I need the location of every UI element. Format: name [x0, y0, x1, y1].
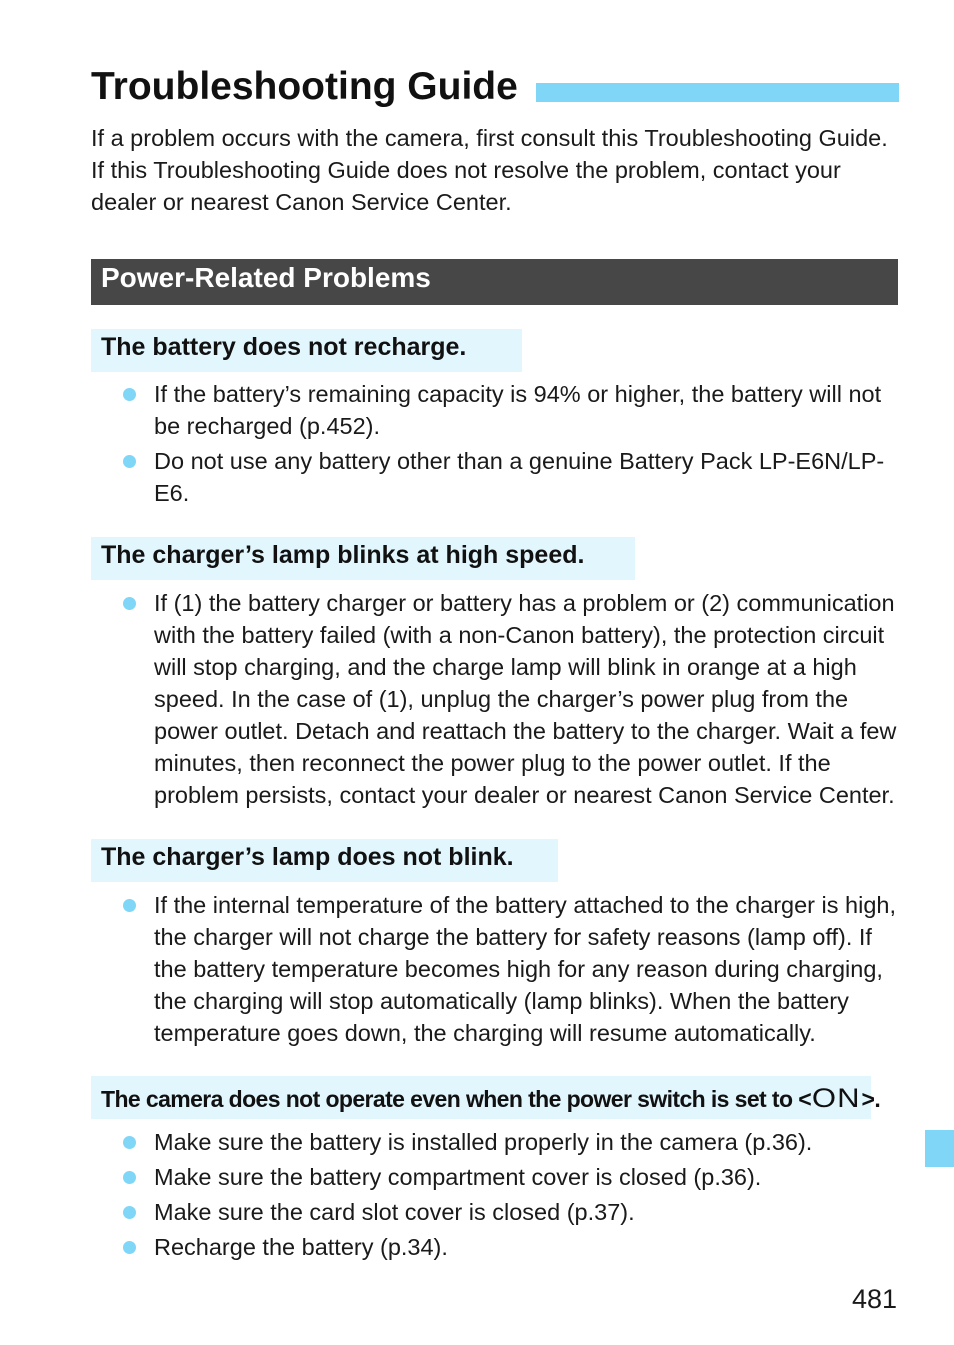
list-item-text: Do not use any battery other than a genuine Battery Pack LP-E6N/LP-E6.: [154, 448, 885, 506]
bullet-dot-icon: [123, 1206, 136, 1219]
list-item-text: Recharge the battery (p.34).: [154, 1234, 448, 1260]
bullet-dot-icon: [123, 455, 136, 468]
list-item: [120, 378, 900, 442]
bullet-dot-icon: [123, 1171, 136, 1184]
page-number: 481: [851, 1284, 897, 1314]
chapter-tab-marker: [925, 1130, 954, 1167]
problem-heading-camera-not-operate: [91, 1076, 881, 1119]
heading-text-prefix: The camera does not operate even when the power switch is set to <: [101, 1086, 812, 1112]
problem-heading-battery-not-recharge: The battery does not recharge.: [91, 329, 522, 372]
page-title: Troubleshooting Guide: [91, 65, 518, 108]
list-item-text: Make sure the card slot cover is closed (p.37).: [154, 1199, 635, 1225]
title-accent-bar: [536, 83, 899, 102]
list-item: [120, 1196, 900, 1228]
list-item: [120, 1126, 900, 1158]
list-item: [120, 889, 900, 1049]
list-item-text: Make sure the battery is installed properly in the camera (p.36).: [154, 1129, 813, 1155]
section-title: Power-Related Problems: [101, 262, 431, 293]
problem-list-camera-not-operate: [120, 1126, 900, 1266]
bullet-dot-icon: [123, 388, 136, 401]
problem-list-battery-not-recharge: [120, 378, 900, 509]
list-item-text: If the battery’s remaining capacity is 94% or higher, the battery will not be recharged (p.452).: [154, 381, 882, 439]
list-item-text: If the internal temperature of the battery attached to the charger is high, the charger will not charge the battery for safety reasons (lamp off). If the battery temperature becomes high for any reason during charging, the charging will stop automatically (lamp blinks). When the battery temperature goes down, the charging will resume automatically.: [154, 892, 896, 1046]
list-item: [120, 1161, 900, 1193]
section-header: [91, 259, 898, 305]
bullet-dot-icon: [123, 899, 136, 912]
list-item-text: If (1) the battery charger or battery has a problem or (2) communication with the battery failed (with a non-Canon battery), the protection circuit will stop charging, and the charge lamp will blink in orange at a high speed. In the case of (1), unplug the charger’s power plug from the power outlet. Detach and reattach the battery to the charger. Wait a few minutes, then reconnect the power plug to the power outlet. If the problem persists, contact your dealer or nearest Canon Service Center.: [154, 590, 897, 808]
bullet-dot-icon: [123, 597, 136, 610]
list-item: [120, 1231, 900, 1263]
intro-paragraph: If a problem occurs with the camera, first consult this Troubleshooting Guide. If this Troubleshooting Guide does not resolve the problem, contact your dealer or nearest Canon Service Center.: [91, 125, 888, 215]
list-item: [120, 587, 900, 811]
problem-list-lamp-not-blink: [120, 889, 900, 1049]
problem-list-lamp-blinks-fast: [120, 587, 900, 811]
heading-text-suffix: >.: [861, 1086, 881, 1112]
bullet-dot-icon: [123, 1136, 136, 1149]
bullet-dot-icon: [123, 1241, 136, 1254]
problem-heading-lamp-not-blink: The charger’s lamp does not blink.: [91, 839, 558, 882]
list-item: [120, 445, 900, 509]
problem-heading-lamp-blinks-fast: The charger’s lamp blinks at high speed.: [91, 537, 635, 580]
power-on-symbol: ON: [811, 1083, 861, 1113]
list-item-text: Make sure the battery compartment cover is closed (p.36).: [154, 1164, 762, 1190]
